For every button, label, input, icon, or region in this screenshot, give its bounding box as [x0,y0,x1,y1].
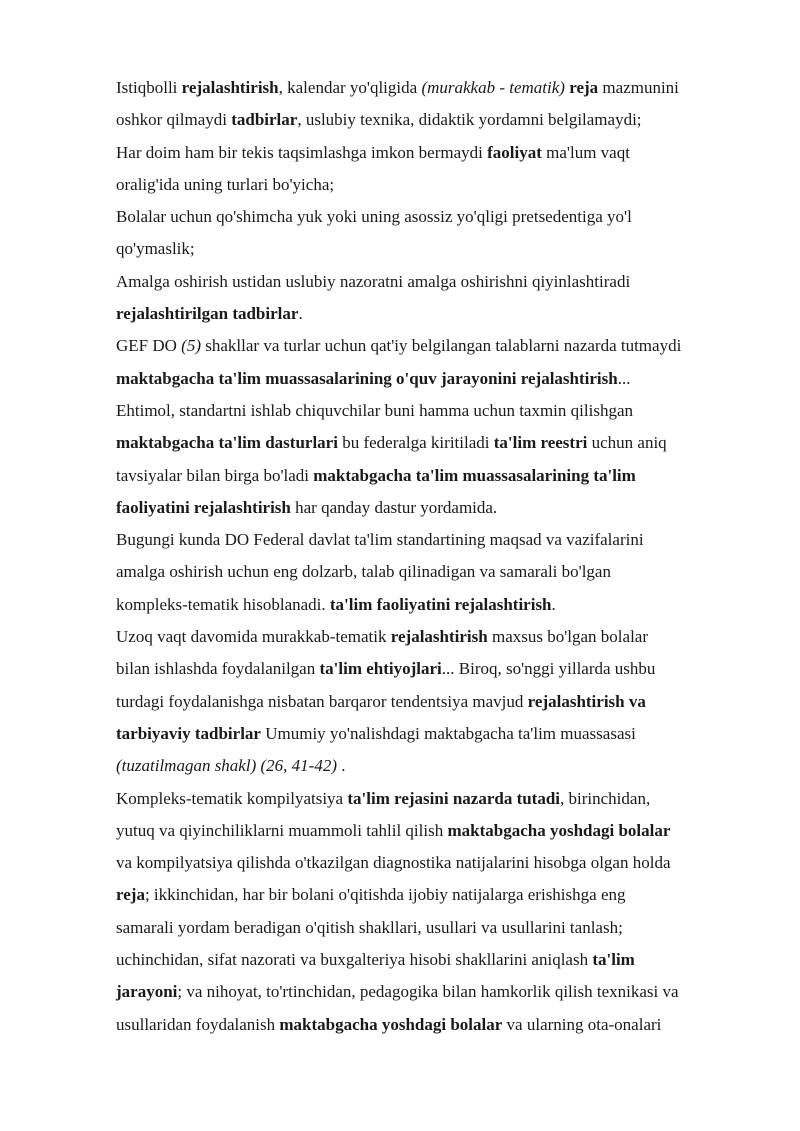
text-line [116,815,746,847]
bold-text: reja [116,885,145,905]
text-line [116,976,746,1008]
text-line [116,1009,746,1041]
text-segment: va kompilyatsiya qilishda o'tkazilgan diagnostika natijalarini hisobga olgan holda [116,853,671,873]
text-line [116,718,746,750]
text-segment: Ehtimol, standartni ishlab chiquvchilar buni hamma uchun taxmin qilishgan [116,400,633,420]
bold-text: ta'lim rejasini nazarda tutadi [347,788,561,808]
text-segment: Uzoq vaqt davomida murakkab-tematik [116,627,391,647]
text-segment: qo'ymaslik; [116,239,195,259]
text-line [116,201,746,233]
text-line [116,233,746,265]
bold-text: ta'lim faoliyatini rejalashtirish [329,594,552,614]
italic-text: (murakkab - tematik) [421,78,565,97]
text-segment: maxsus bo'lgan bolalar [487,627,648,647]
text-segment: Har doim ham bir tekis taqsimlashga imkon bermaydi [116,142,488,162]
text-segment: kompleks-tematik hisoblanadi. [116,594,330,614]
text-line [116,847,746,879]
text-segment: oshkor qilmaydi [116,110,232,130]
bold-text: faoliyatini rejalashtirish [116,497,291,517]
text-segment: uchun aniq [587,433,667,453]
text-line [116,944,746,976]
text-segment: GEF DO [116,336,182,356]
text-line [116,492,746,524]
text-segment: ; va nihoyat, to'rtinchidan, pedagogika bilan hamkorlik qilish texnikasi va [177,982,679,1002]
bold-text: maktabgacha ta'lim muassasalarining ta'lim [313,465,636,485]
text-line [116,395,746,427]
text-line [116,556,746,588]
text-segment: Bugungi kunda DO Federal davlat ta'lim standartining maqsad va vazifalarini [116,530,644,550]
text-segment: usullaridan foydalanish [116,1014,280,1034]
text-line [116,330,746,362]
text-segment: shakllar va turlar uchun qat'iy belgilangan talablarni nazarda tutmaydi [201,336,682,356]
text-segment: yutuq va qiyinchiliklarni muammoli tahlil qilish [116,820,448,840]
bold-text: maktabgacha yoshdagi bolalar [447,820,671,840]
italic-text: (tuzatilmagan shakl) (26, 41-42) [116,756,337,776]
text-segment: amalga oshirish uchun eng dolzarb, talab qilinadigan va samarali bo'lgan [116,562,611,582]
text-line [116,589,746,621]
bold-text: rejalashtirish [390,627,488,647]
text-segment: turdagi foydalanishga nisbatan barqaror tendentsiya mavjud [116,691,528,711]
text-segment: ma'lum vaqt [541,142,630,162]
text-segment: Istiqbolli [116,78,182,97]
text-line [116,137,746,169]
text-line [116,298,746,330]
bold-text: maktabgacha yoshdagi bolalar [279,1014,503,1034]
text-segment: ... Biroq, so'nggi yillarda ushbu [441,659,656,679]
text-segment: Umumiy yo'nalishdagi maktabgacha ta'lim muassasasi [260,723,636,743]
text-segment: . [336,756,346,776]
text-line [116,460,746,492]
text-segment: va ularning ota-onalari [502,1014,662,1034]
bold-text: tarbiyaviy tadbirlar [116,723,261,743]
text-segment: bilan ishlashda foydalanilgan [116,659,320,679]
bold-text: jarayoni [116,982,178,1002]
text-segment: mazmunini [598,78,679,97]
text-segment: Bolalar uchun qo'shimcha yuk yoki uning asossiz yo'qligi pretsedentiga yo'l [116,207,632,227]
text-line [116,72,746,104]
italic-text: (5) [181,336,201,356]
bold-text: rejalashtirish [181,78,279,97]
bold-text: ta'lim ehtiyojlari [319,659,442,679]
text-line [116,750,746,782]
text-line [116,363,746,395]
text-segment: Kompleks-tematik kompilyatsiya [116,788,348,808]
text-line [116,266,746,298]
text-line [116,169,746,201]
document-page [116,72,746,1041]
bold-text: rejalashtirilgan tadbirlar [116,304,299,324]
text-segment: har qanday dastur yordamida. [290,497,498,517]
text-line [116,686,746,718]
text-segment: , birinchidan, [560,788,651,808]
bold-text: ta'lim reestri [493,433,588,453]
bold-text: maktabgacha ta'lim muassasalarining o'quv jarayonini rejalashtirish [116,368,618,388]
text-segment: , uslubiy texnika, didaktik yordamni belgilamaydi; [297,110,642,130]
text-segment: oralig'ida uning turlari bo'yicha; [116,174,335,194]
text-segment: tavsiyalar bilan birga bo'ladi [116,465,314,485]
text-segment: , kalendar yo'qligida [278,78,422,97]
text-segment: samarali yordam beradigan o'qitish shakllari, usullari va usullarini tanlash; [116,917,623,937]
bold-text: reja [569,78,599,97]
text-segment: uchinchidan, sifat nazorati va buxgalteriya hisobi shakllarini aniqlash [116,950,593,970]
text-segment: Amalga oshirish ustidan uslubiy nazoratni amalga oshirishni qiyinlashtiradi [116,271,631,291]
bold-text: rejalashtirish va [527,691,646,711]
bold-text: faoliyat [487,142,542,162]
text-segment: . [551,594,556,614]
text-segment: ... [617,368,631,388]
text-line [116,653,746,685]
text-segment: ; ikkinchidan, har bir bolani o'qitishda ijobiy natijalarga erishishga eng [144,885,626,905]
text-segment: . [298,304,303,324]
text-line [116,783,746,815]
text-line [116,912,746,944]
bold-text: ta'lim [592,950,635,970]
bold-text: maktabgacha ta'lim dasturlari [116,433,338,453]
text-line [116,104,746,136]
text-line [116,427,746,459]
text-line [116,524,746,556]
bold-text: tadbirlar [231,110,298,130]
text-segment: bu federalga kiritiladi [337,433,494,453]
text-line [116,879,746,911]
text-line [116,621,746,653]
